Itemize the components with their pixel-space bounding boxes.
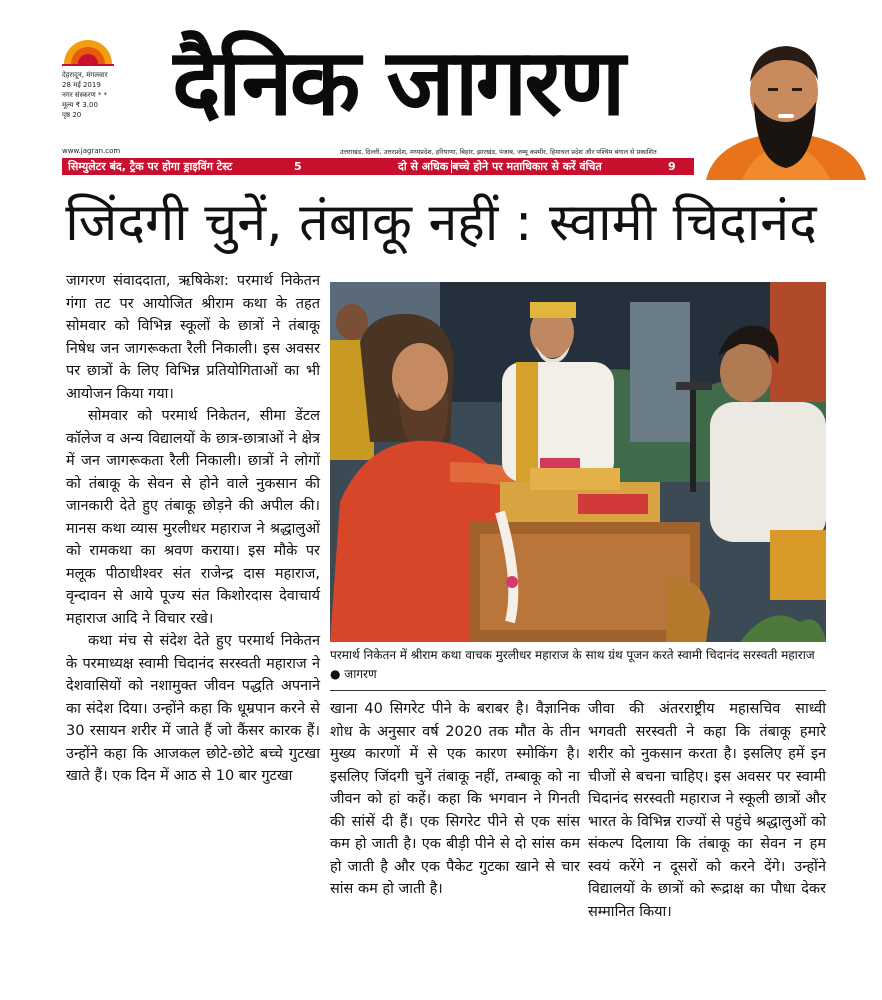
- teaser-bar: [62, 158, 694, 175]
- article-paragraph: सोमवार को परमार्थ निकेतन, सीमा डेंटल कॉलेज व अन्य विद्यालयों के छात्र-छात्राओं ने क्षेत्र में जन जागरूकता रैली निकाली। छात्रों ने लोगों को तंबाकू के सेवन से होने वाले नुकसान की जानकारी देते हुए तंबाकू छोड़ने की अपील की। मानस कथा व्यास मुरलीधर महाराज ने श्रद्धालुओं को रामकथा का श्रवण कराया। इस मौके पर मलूक पीठाधीश्वर संत राजेन्द्र दास महाराज, वृन्दावन से आये पूज्य संत किशोरदास देवाचार्य महाराज आदि ने विचार रखे।: [66, 408, 320, 627]
- article-paragraph: खाना 40 सिगरेट पीने के बराबर है। वैज्ञानिक शोध के अनुसार वर्ष 2020 तक मौत के तीन मुख्य कारणों में से एक कारण स्मोकिंग है। इसलिए जिंदगी चुनें तंबाकू नहीं, तम्बाकू को ना जीवन को हां कहें। कहा कि भगवान ने गिनती की सांसें दी हैं। एक सिगरेट पीने से एक सांस कम हो जाती है। एक बीड़ी पीने से दो सांस कम हो जाती है और एक पैकेट गुटका खाने से चार सांस कम हो जाती है।: [330, 701, 580, 897]
- masthead: [0, 0, 882, 180]
- sun-logo-icon: [62, 38, 114, 66]
- edition-line: देहरादून, मंगलवार: [62, 71, 108, 79]
- caption-divider: [330, 690, 826, 691]
- website-link[interactable]: www.jagran.com: [62, 147, 121, 155]
- teaser-text[interactable]: सिम्युलेटर बंद, ट्रैक पर होगा ड्राइविंग टेस्ट: [68, 160, 233, 173]
- article-column-2: [330, 698, 580, 988]
- photo-caption: परमार्थ निकेतन में श्रीराम कथा वाचक मुरलीधर महाराज के साथ ग्रंथ पूजन करते स्वामी चिदानंद सरस्वती महाराज ● जागरण: [330, 648, 815, 681]
- article-paragraph: जागरण संवाददाता, ऋषिकेश: परमार्थ निकेतन गंगा तट पर आयोजित श्रीराम कथा के तहत सोमवार को विभिन्न स्कूलों के छात्रों ने तंबाकू निषेध जन जागरूकता रैली निकाली। इस अवसर पर छात्रों के लिए विभिन्न प्रतियोगिताओं का भी आयोजन किया गया।: [66, 273, 320, 402]
- article-column-3: [588, 698, 826, 988]
- article-column-1: [66, 270, 320, 990]
- edition-info: [62, 70, 172, 120]
- newspaper-title: दैनिक जागरण: [172, 29, 623, 136]
- edition-line: 28 मई 2019: [62, 81, 101, 89]
- article-paragraph: जीवा की अंतरराष्ट्रीय महासचिव साध्वी भगवती सरस्वती ने कहा कि तंबाकू हमारे शरीर को नुकसान करता है। इसलिए हमें इन चीजों से बचना चाहिए। इस अवसर पर स्वामी चिदानंद सरस्वती महाराज ने स्कूली छात्रों और भारत के विभिन्न राज्यों से पहुंचे श्रद्धालुओं को संकल्प दिलाया कि तंबाकू का सेवन न हम स्वयं करेंगे न दूसरों को करने देंगे। उन्होंने विद्यालयों के छात्रों को रूद्राक्ष का पौधा देकर सम्मानित किया।: [588, 701, 826, 920]
- edition-line: पृष्ठ 20: [62, 111, 82, 119]
- edition-line: नगर संस्करण * *: [62, 91, 108, 99]
- teaser-page-number: 9: [668, 160, 676, 173]
- article-paragraph: कथा मंच से संदेश देते हुए परमार्थ निकेतन के परमाध्यक्ष स्वामी चिदानंद सरस्वती महाराज ने देशवासियों को नशामुक्त जीवन पद्धति अपनाने का संदेश दिया। उन्होंने कहा कि धूम्रपान करने से 30 रसायन शरीर में जाते हैं जो कैंसर कारक हैं। उन्होंने कहा कि आजकल छोटे-छोटे बच्चे गुटखा खाते हैं। एक दिन में आठ से 10 बार गुटखा: [66, 633, 320, 784]
- article-photo: [330, 282, 826, 642]
- edition-cities: उत्तराखंड, दिल्ली, उत्तरप्रदेश, मध्यप्रदेश, हरियाणा, बिहार, झारखंड, पंजाब, जम्मू कश्मीर, हिमाचल प्रदेश और पश्चिम बंगाल से प्रकाशित: [340, 148, 657, 156]
- teaser-page-number: 5: [294, 160, 302, 173]
- edition-line: मूल्य ₹ 3.00: [62, 101, 98, 109]
- teaser-text[interactable]: दो से अधिक बच्चे होने पर मताधिकार से करें वंचित: [398, 160, 602, 173]
- article-headline: जिंदगी चुनें, तंबाकू नहीं : स्वामी चिदानंद: [65, 193, 817, 253]
- swami-portrait-image: [696, 30, 876, 180]
